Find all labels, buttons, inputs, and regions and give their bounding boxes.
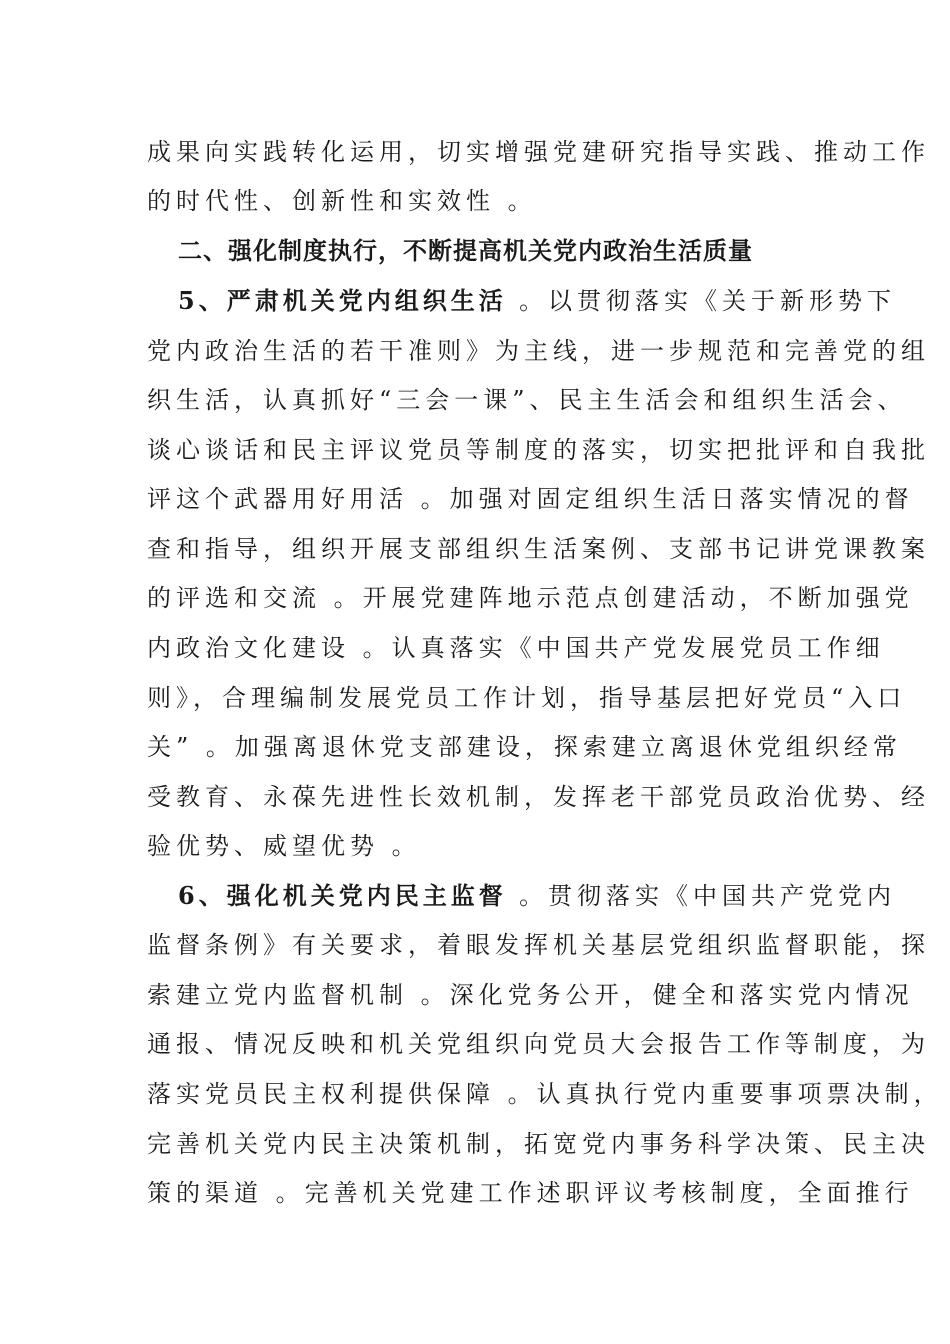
paragraph-line: 关” 。加强离退休党支部建设，探索建立离退休党组织经常 [147, 733, 902, 761]
subsection-first-line [178, 276, 897, 326]
paragraph-line: 查和指导，组织开展支部组织生活案例、支部书记讲党课教案 [147, 535, 930, 563]
paragraph-line: 织生活，认真抓好“三会一课”、民主生活会和组织生活会、 [147, 386, 907, 414]
paragraph-line: 的时代性、创新性和实效性 。 [147, 187, 537, 215]
paragraph-line: 成果向实践转化运用，切实增强党建研究指导实践、推动工作 [147, 138, 930, 166]
subsection-title: 5、严肃机关党内组织生活 [178, 286, 520, 315]
paragraph-line: 完善机关党内民主决策机制，拓宽党内事务科学决策、民主决 [147, 1130, 930, 1158]
paragraph-line: 监督条例》有关要求，着眼发挥机关基层党组织监督职能，探 [147, 931, 930, 959]
paragraph-line: 内政治文化建设 。认真落实《中国共产党发展党员工作细 [147, 634, 885, 662]
paragraph-line: 的评选和交流 。开展党建阵地示范点创建活动，不断加强党 [147, 584, 914, 612]
paragraph-line: 谈心谈话和民主评议党员等制度的落实，切实把批评和自我批 [147, 436, 930, 464]
paragraph-line: 通报、情况反映和机关党组织向党员大会报告工作等制度，为 [147, 1030, 930, 1058]
paragraph-line: 受教育、永葆先进性长效机制，发挥老干部党员政治优势、经 [147, 783, 930, 811]
paragraph-line: 评这个武器用好用活 。加强对固定组织生活日落实情况的督 [147, 485, 914, 513]
paragraph-line: 则》，合理编制发展党员工作计划，指导基层把好党员“入口 [147, 684, 907, 712]
paragraph-line: 落实党员民主权利提供保障 。认真执行党内重要事项票决制， [147, 1080, 943, 1108]
paragraph-line: 策的渠道 。完善机关党建工作述职评议考核制度，全面推行 [147, 1179, 914, 1207]
paragraph-line: 党内政治生活的若干准则》为主线，进一步规范和完善党的组 [147, 337, 930, 365]
paragraph-text: 。以贯彻落实《关于新形势下 [519, 287, 897, 315]
paragraph-text: 。贯彻落实《中国共产党党内 [519, 882, 897, 910]
paragraph-line: 索建立党内监督机制 。深化党务公开，健全和落实党内情况 [147, 981, 914, 1009]
section-heading: 二、强化制度执行，不断提高机关党内政治生活质量 [178, 237, 753, 265]
subsection-first-line [178, 871, 897, 921]
subsection-title: 6、强化机关党内民主监督 [178, 881, 520, 910]
paragraph-line: 验优势、威望优势 。 [147, 832, 421, 860]
